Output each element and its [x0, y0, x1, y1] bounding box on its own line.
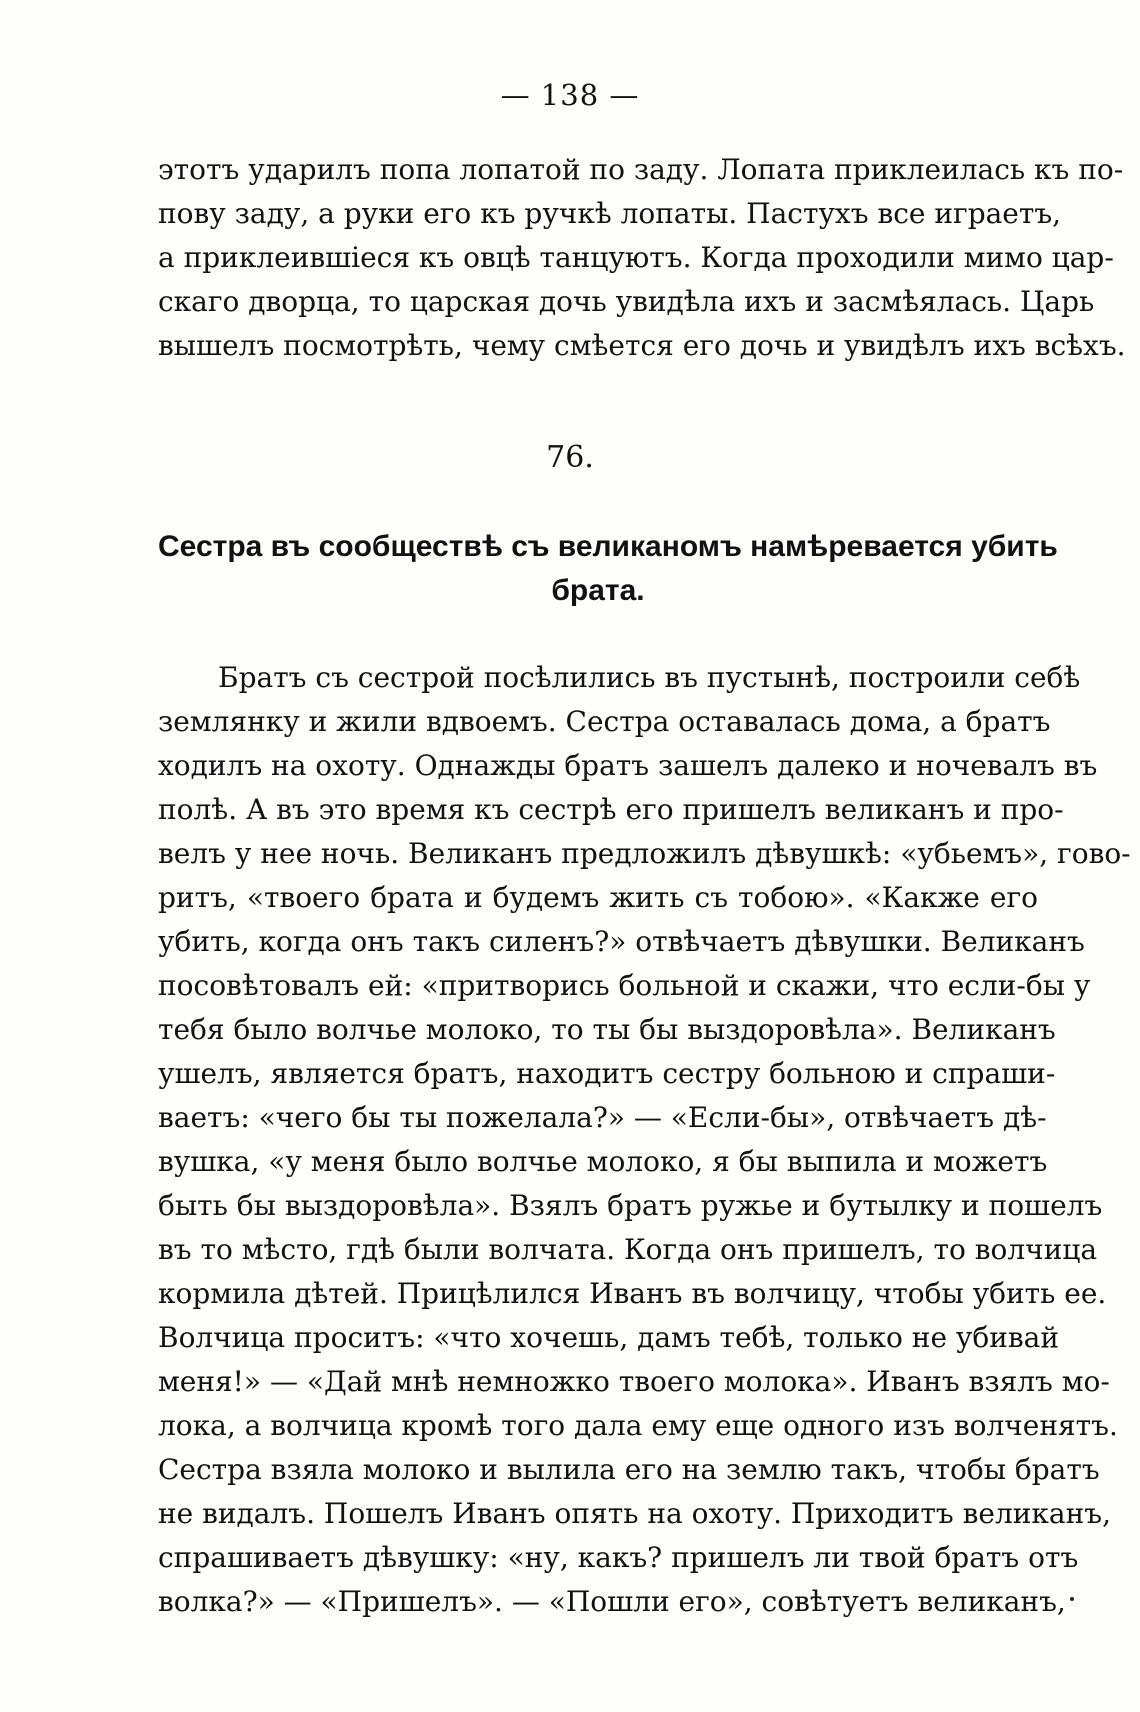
text-line: убить, когда онъ такъ силенъ?» отвѣчаетъ дѣвушки. Великанъ	[158, 925, 1085, 958]
text-line: а приклеившіеся къ овцѣ танцуютъ. Когда проходили мимо цар-	[158, 241, 1114, 274]
text-line: кормила дѣтей. Прицѣлился Иванъ въ волчицу, чтобы убить ее.	[158, 1277, 1107, 1310]
continuation-paragraph	[158, 148, 1126, 368]
text-line: землянку и жили вдвоемъ. Сестра оставалась дома, а братъ	[158, 705, 1051, 738]
text-line: вушка, «у меня было волчье молоко, я бы выпила и можетъ	[158, 1145, 1048, 1178]
text-line: волка?» — «Пришелъ». — «Пошли его», совѣтуетъ великанъ,	[158, 1585, 1066, 1618]
text-line: посовѣтовалъ ей: «притворись больной и скажи, что если-бы у	[158, 969, 1091, 1002]
text-line: быть бы выздоровѣла». Взялъ братъ ружье и бутылку и пошелъ	[158, 1189, 1103, 1222]
story-title	[158, 525, 1058, 613]
text-line: велъ у нее ночь. Великанъ предложилъ дѣвушкѣ: «убьемъ», гово-	[158, 837, 1131, 870]
text-line: этотъ ударилъ попа лопатой по заду. Лопата приклеилась къ по-	[158, 153, 1124, 186]
text-line: пову заду, а руки его къ ручкѣ лопаты. Пастухъ все играетъ,	[158, 197, 1062, 230]
text-line: не видалъ. Пошелъ Иванъ опять на охоту. Приходитъ великанъ,	[158, 1497, 1111, 1530]
text-line: ритъ, «твоего брата и будемъ жить съ тобою». «Какже его	[158, 881, 1038, 914]
text-line: полѣ. А въ это время къ сестрѣ его пришелъ великанъ и про-	[158, 793, 1064, 826]
text-line: вышелъ посмотрѣть, чему смѣется его дочь и увидѣлъ ихъ всѣхъ.	[158, 329, 1126, 362]
text-line: Сестра взяла молоко и вылила его на землю такъ, чтобы братъ	[158, 1453, 1100, 1486]
text-line: ушелъ, является братъ, находитъ сестру больною и спраши-	[158, 1057, 1056, 1090]
text-line: скаго дворца, то царская дочь увидѣла ихъ и засмѣялась. Царь	[158, 285, 1095, 318]
text-line: ваетъ: «чего бы ты пожелала?» — «Если-бы», отвѣчаетъ дѣ-	[158, 1101, 1047, 1134]
text-line: спрашиваетъ дѣвушку: «ну, какъ? пришелъ ли твой братъ отъ	[158, 1541, 1079, 1574]
text-line: Братъ съ сестрой посѣлились въ пустынѣ, построили себѣ	[218, 661, 1081, 694]
story-title-line: Сестра въ сообществѣ съ великаномъ намѣревается убить	[158, 530, 1058, 563]
story-title-line: брата.	[551, 574, 645, 607]
story-paragraph	[158, 656, 1131, 1624]
text-line: Волчица проситъ: «что хочешь, дамъ тебѣ, только не убивай	[158, 1321, 1060, 1354]
story-number: 76.	[546, 440, 594, 475]
ink-speck	[1070, 1597, 1074, 1601]
text-line: лока, а волчица кромѣ того дала ему еще одного изъ волченятъ.	[158, 1409, 1118, 1442]
text-line: ходилъ на охоту. Однажды братъ зашелъ далеко и ночевалъ въ	[158, 749, 1098, 782]
text-line: меня!» — «Дай мнѣ немножко твоего молока». Иванъ взялъ мо-	[158, 1365, 1110, 1398]
text-line: въ то мѣсто, гдѣ были волчата. Когда онъ пришелъ, то волчица	[158, 1233, 1098, 1266]
page-number: — 138 —	[500, 78, 640, 112]
text-line: тебя было волчье молоко, то ты бы выздоровѣла». Великанъ	[158, 1013, 1056, 1046]
